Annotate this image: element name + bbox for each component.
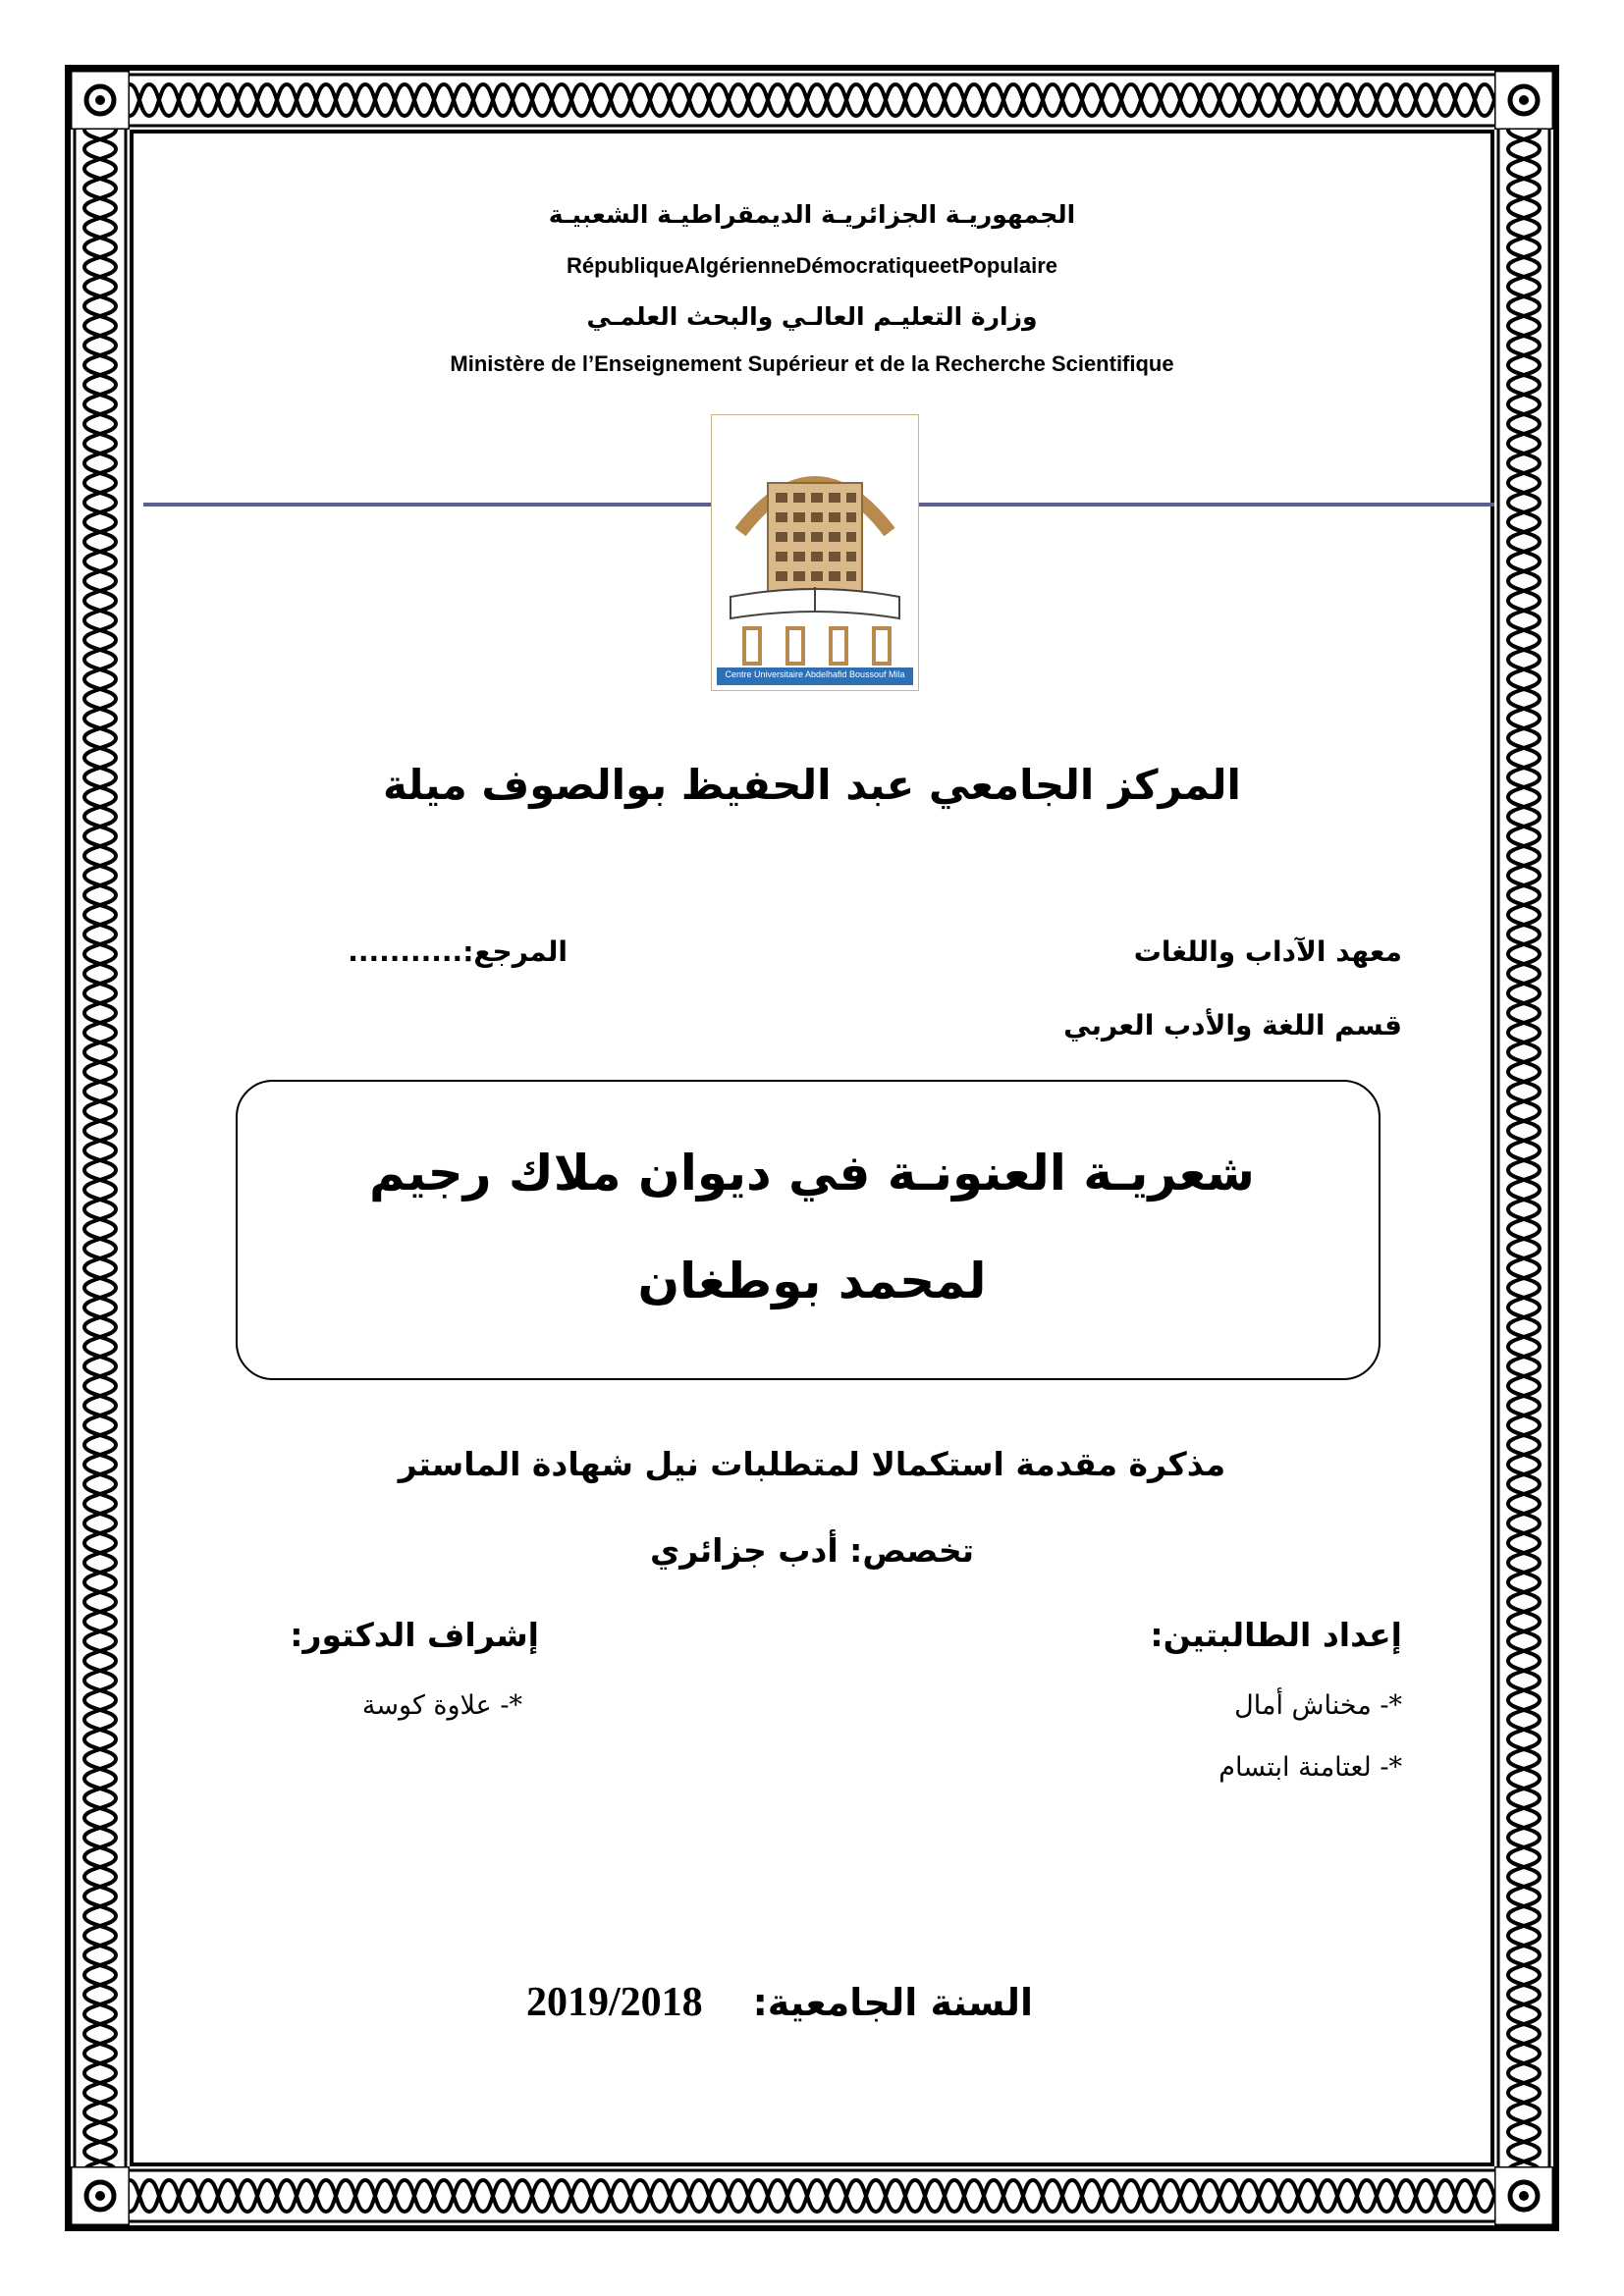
reference-field: المرجع:........... (348, 935, 568, 968)
logo-caption: Centre Universitaire Abdelhafid Boussouf Mila (725, 669, 905, 679)
prepared-by-label: إعداد الطالبتين: (1150, 1616, 1402, 1654)
corner-ornament-bottom-right (1494, 2166, 1553, 2225)
memo-description: مذكرة مقدمة استكمالا لمتطلبات نيل شهادة الماستر (398, 1445, 1226, 1483)
republic-name-arabic: الجمهوريـة الجزائريـة الديمقراطيـة الشعبيـة (548, 200, 1076, 229)
supervisor-name: *- علاوة كوسة (361, 1690, 522, 1721)
university-logo (711, 414, 919, 691)
ministry-name-french: Ministère de l’Enseignement Supérieur et de la Recherche Scientifique (450, 351, 1174, 376)
student-name: *- مخناش أمال (1234, 1690, 1402, 1721)
academic-year-label: السنة الجامعية: (752, 1981, 1033, 2024)
thesis-title-box (236, 1080, 1380, 1380)
university-name: المركز الجامعي عبد الحفيظ بوالصوف ميلة (383, 761, 1241, 809)
department-name: قسم اللغة والأدب العربي (1063, 1009, 1402, 1041)
corner-ornament-bottom-left (71, 2166, 130, 2225)
corner-ornament-top-right (1494, 71, 1553, 130)
student-name: *- لعتامنة ابتسام (1218, 1752, 1402, 1783)
specialty: تخصص: أدب جزائري (649, 1531, 975, 1570)
corner-ornament-top-left (71, 71, 130, 130)
thesis-title-line2: لمحمد بوطغان (637, 1253, 987, 1309)
supervised-by-label: إشراف الدكتور: (290, 1616, 539, 1654)
institute-name: معهد الآداب واللغات (1133, 935, 1402, 968)
ministry-name-arabic: وزارة التعليـم العالـي والبحث العلمـي (586, 302, 1038, 331)
academic-year-value: 2019/2018 (526, 1980, 703, 2025)
republic-name-french: RépubliqueAlgérienneDémocratiqueetPopulaire (567, 253, 1057, 278)
thesis-title-line1: شعريـة العنونـة في ديوان ملاك رجيم (369, 1145, 1255, 1201)
